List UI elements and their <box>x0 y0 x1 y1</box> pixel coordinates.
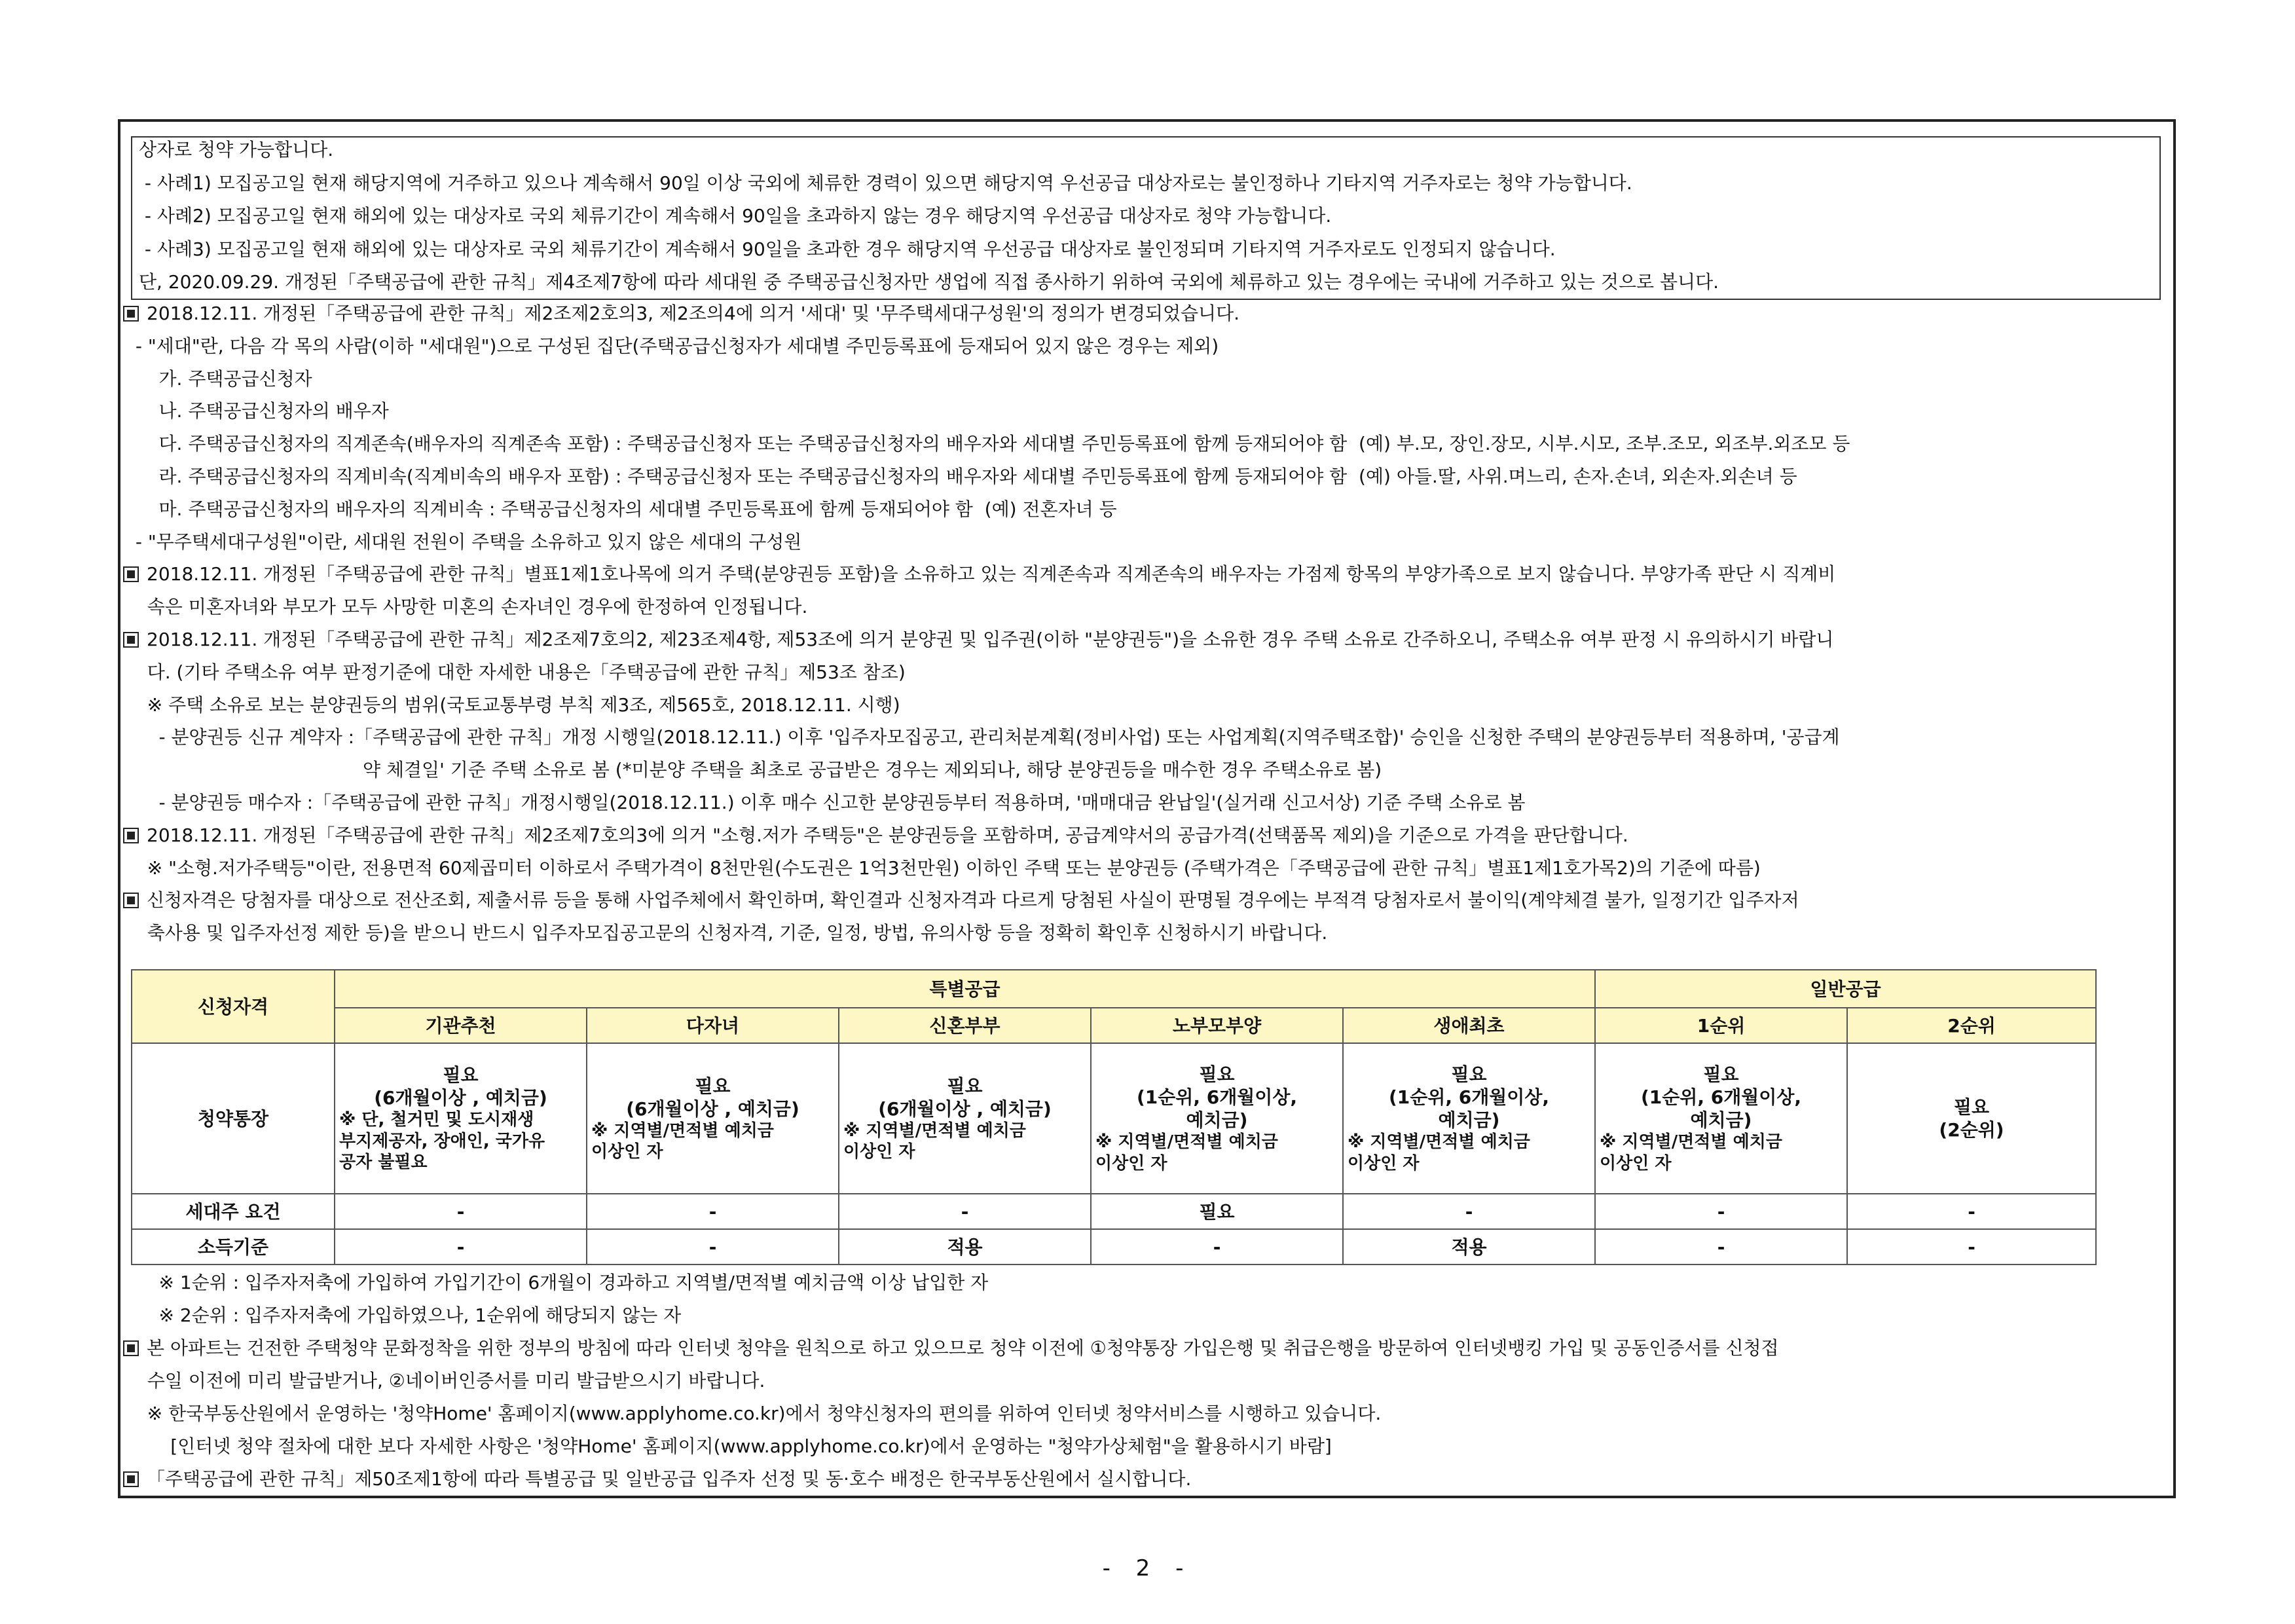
col-header: 기관추천 <box>335 1008 587 1043</box>
bankbook-note: ※ 지역별/면적별 예치금 이상인 자 <box>1600 1132 1782 1173</box>
bullet-paragraph: 「주택공급에 관한 규칙」제50조제1항에 따라 특별공급 및 일반공급 입주자 선정 및 동·호수 배정은 한국부동산원에서 실시합니다. <box>123 1468 1191 1490</box>
bankbook-note: ※ 지역별/면적별 예치금 이상인 자 <box>1095 1132 1278 1173</box>
bankbook-note: ※ 지역별/면적별 예치금 이상인 자 <box>591 1120 774 1162</box>
householder-cell: - <box>587 1194 839 1229</box>
bankbook-requirement: 필요 (2순위) <box>1939 1096 2004 1141</box>
text-line: - 분양권등 매수자 :「주택공급에 관한 규칙」개정시행일(2018.12.11.) 이후 매수 신고한 분양권등부터 적용하며, '매매대금 완납일'(실거래 신고서상) 기준 주택 소유로 봄 <box>130 792 1526 813</box>
square-bullet-icon <box>123 893 139 908</box>
income-cell: - <box>587 1229 839 1264</box>
householder-cell: - <box>335 1194 587 1229</box>
text-line: - "세대"란, 다음 각 목의 사람(이하 "세대원")으로 구성된 집단(주택공급신청자가 세대별 주민등록표에 등재되어 있지 않은 경우는 제외) <box>130 335 1219 357</box>
square-bullet-icon <box>123 1340 139 1356</box>
box-line: - 사례1) 모집공고일 현재 해당지역에 거주하고 있으나 계속해서 90일 이상 국외에 체류한 경력이 있으면 해당지역 우선공급 대상자로는 불인정하나 기타지역 거주자로는 청약 가능합니다. <box>139 172 1632 194</box>
bankbook-note: ※ 지역별/면적별 예치금 이상인 자 <box>843 1120 1026 1162</box>
householder-cell: - <box>1595 1194 1847 1229</box>
bankbook-requirement: 필요 (6개월이상 , 예치금) <box>878 1075 1052 1120</box>
bullet-paragraph: 신청자격은 당첨자를 대상으로 전산조회, 제출서류 등을 통해 사업주체에서 확인하며, 확인결과 신청자격과 다르게 당첨된 사실이 판명될 경우에는 부적격 당첨자로서 불이익(계약체결 불가, 일정기간 입주자저 <box>123 889 1799 912</box>
col-header: 2순위 <box>1847 1008 2096 1043</box>
text-line: ※ 한국부동산원에서 운영하는 '청약Home' 홈페이지(www.applyhome.co.kr)에서 청약신청자의 편의를 위하여 인터넷 청약서비스를 시행하고 있습니다. <box>130 1403 1382 1424</box>
box-line: - 사례3) 모집공고일 현재 해외에 있는 대상자로 국외 체류기간이 계속해서 90일을 초과한 경우 해당지역 우선공급 대상자로 불인정되며 기타지역 거주자로도 인정되지 않습니다. <box>139 238 1556 260</box>
householder-cell: 필요 <box>1091 1194 1343 1229</box>
text-line: 축사용 및 입주자선정 제한 등)을 받으니 반드시 입주자모집공고문의 신청자격, 기준, 일정, 방법, 유의사항 등을 정확히 확인후 신청하시기 바랍니다. <box>130 922 1328 944</box>
bankbook-requirement: 필요 (1순위, 6개월이상, 예치금) <box>1136 1063 1298 1131</box>
row-label-bankbook: 청약통장 <box>132 1043 335 1194</box>
bankbook-cell <box>1343 1043 1595 1194</box>
bankbook-cell <box>1091 1043 1343 1194</box>
header-special-supply: 특별공급 <box>335 970 1595 1008</box>
square-bullet-icon <box>123 566 139 582</box>
square-bullet-icon <box>123 632 139 648</box>
col-header: 신혼부부 <box>839 1008 1091 1043</box>
col-header: 생애최초 <box>1343 1008 1595 1043</box>
bankbook-note: ※ 단, 철거민 및 도시재생 부지제공자, 장애인, 국가유 공자 불필요 <box>339 1110 545 1173</box>
box-line: 단, 2020.09.29. 개정된「주택공급에 관한 규칙」제4조제7항에 따라 세대원 중 주택공급신청자만 생업에 직접 종사하기 위하여 국외에 체류하고 있는 경우에는 국내에 거주하고 있는 것으로 봅니다. <box>139 271 1719 293</box>
box-line: 상자로 청약 가능합니다. <box>139 139 334 160</box>
bankbook-cell <box>1847 1043 2096 1194</box>
row-label-income: 소득기준 <box>132 1229 335 1264</box>
header-general-supply: 일반공급 <box>1595 970 2096 1008</box>
text-line: 다. (기타 주택소유 여부 판정기준에 대한 자세한 내용은「주택공급에 관한 규칙」제53조 참조) <box>130 661 906 683</box>
bankbook-requirement: 필요 (1순위, 6개월이상, 예치금) <box>1640 1063 1802 1131</box>
text-line: 가. 주택공급신청자 <box>130 367 312 390</box>
income-cell: - <box>1847 1229 2096 1264</box>
income-cell: - <box>1091 1229 1343 1264</box>
square-bullet-icon <box>123 828 139 843</box>
square-bullet-icon <box>123 1471 139 1487</box>
row-label-householder: 세대주 요건 <box>132 1194 335 1229</box>
text-line: ※ 주택 소유로 보는 분양권등의 범위(국토교통부령 부칙 제3조, 제565호, 2018.12.11. 시행) <box>130 693 900 716</box>
householder-cell: - <box>839 1194 1091 1229</box>
text-line: [인터넷 청약 절차에 대한 보다 자세한 사항은 '청약Home' 홈페이지(www.applyhome.co.kr)에서 운영하는 "청약가상체험"을 활용하시기 바람] <box>130 1435 1332 1457</box>
bullet-paragraph: 2018.12.11. 개정된「주택공급에 관한 규칙」제2조제2호의3, 제2조의4에 의거 '세대' 및 '무주택세대구성원'의 정의가 변경되었습니다. <box>123 303 1239 325</box>
bankbook-cell <box>839 1043 1091 1194</box>
householder-cell: - <box>1343 1194 1595 1229</box>
text-line: ※ 2순위 : 입주자저축에 가입하였으나, 1순위에 해당되지 않는 자 <box>130 1304 682 1326</box>
income-cell: 적용 <box>1343 1229 1595 1264</box>
text-line: 속은 미혼자녀와 부모가 모두 사망한 미혼의 손자녀인 경우에 한정하여 인정됩니다. <box>130 596 808 618</box>
square-bullet-icon <box>123 306 139 322</box>
col-header: 노부모부양 <box>1091 1008 1343 1043</box>
text-line: 나. 주택공급신청자의 배우자 <box>130 400 389 422</box>
income-cell: - <box>335 1229 587 1264</box>
box-line: - 사례2) 모집공고일 현재 해외에 있는 대상자로 국외 체류기간이 계속해서 90일을 초과하지 않는 경우 해당지역 우선공급 대상자로 청약 가능합니다. <box>139 205 1332 227</box>
bankbook-cell <box>1595 1043 1847 1194</box>
text-line: 다. 주택공급신청자의 직계존속(배우자의 직계존속 포함) : 주택공급신청자 또는 주택공급신청자의 배우자와 세대별 주민등록표에 함께 등재되어야 함 (예) 부.모, 장인.장모, 시부.시모, 조부.조모, 외조부.외조모 등 <box>130 433 1850 455</box>
text-line: 약 체결일' 기준 주택 소유로 봄 (*미분양 주택을 최초로 공급받은 경우는 제외되나, 해당 분양권등을 매수한 경우 주택소유로 봄) <box>130 759 1382 781</box>
page-number: - 2 - <box>1102 1555 1193 1581</box>
col-header: 다자녀 <box>587 1008 839 1043</box>
income-cell: - <box>1595 1229 1847 1264</box>
bullet-paragraph: 2018.12.11. 개정된「주택공급에 관한 규칙」제2조제7호의2, 제23조제4항, 제53조에 의거 분양권 및 입주권(이하 "분양권등")을 소유한 경우 주택 소유로 간주하오니, 주택소유 여부 판정 시 유의하시기 바랍니 <box>123 629 1833 651</box>
text-line: - "무주택세대구성원"이란, 세대원 전원이 주택을 소유하고 있지 않은 세대의 구성원 <box>130 530 802 553</box>
bankbook-note: ※ 지역별/면적별 예치금 이상인 자 <box>1348 1132 1530 1173</box>
bankbook-requirement: 필요 (6개월이상 , 예치금) <box>374 1064 547 1109</box>
bankbook-requirement: 필요 (1순위, 6개월이상, 예치금) <box>1388 1063 1550 1131</box>
text-line: 라. 주택공급신청자의 직계비속(직계비속의 배우자 포함) : 주택공급신청자 또는 주택공급신청자의 배우자와 세대별 주민등록표에 함께 등재되어야 함 (예) 아들.딸, 사위.며느리, 손자.손녀, 외손자.외손녀 등 <box>130 466 1797 487</box>
text-line: ※ 1순위 : 입주자저축에 가입하여 가입기간이 6개월이 경과하고 지역별/면적별 예치금액 이상 납입한 자 <box>130 1272 989 1293</box>
text-line: 수일 이전에 미리 발급받거나, ②네이버인증서를 미리 발급받으시기 바랍니다. <box>130 1370 765 1392</box>
bullet-paragraph: 본 아파트는 건전한 주택청약 문화정착을 위한 정부의 방침에 따라 인터넷 청약을 원칙으로 하고 있으므로 청약 이전에 ①청약통장 가입은행 및 취급은행을 방문하여 인터넷뱅킹 가입 및 공동인증서를 신청접 <box>123 1337 1779 1359</box>
householder-cell: - <box>1847 1194 2096 1229</box>
bullet-paragraph: 2018.12.11. 개정된「주택공급에 관한 규칙」별표1제1호나목에 의거 주택(분양권등 포함)을 소유하고 있는 직계존속과 직계존속의 배우자는 가점제 항목의 부양가족으로 보지 않습니다. 부양가족 판단 시 직계비 <box>123 563 1835 585</box>
bankbook-cell <box>335 1043 587 1194</box>
bullet-paragraph: 2018.12.11. 개정된「주택공급에 관한 규칙」제2조제7호의3에 의거 "소형.저가 주택등"은 분양권등을 포함하며, 공급계약서의 공급가격(선택품목 제외)을 기준으로 가격을 판단합니다. <box>123 824 1628 847</box>
bankbook-requirement: 필요 (6개월이상 , 예치금) <box>626 1075 799 1120</box>
qualification-table <box>131 969 2097 1265</box>
col-header: 1순위 <box>1595 1008 1847 1043</box>
income-cell: 적용 <box>839 1229 1091 1264</box>
header-qualification: 신청자격 <box>132 970 335 1043</box>
bankbook-cell <box>587 1043 839 1194</box>
text-line: 마. 주택공급신청자의 배우자의 직계비속 : 주택공급신청자의 세대별 주민등록표에 함께 등재되어야 함 (예) 전혼자녀 등 <box>130 498 1117 520</box>
text-line: - 분양권등 신규 계약자 :「주택공급에 관한 규칙」개정 시행일(2018.12.11.) 이후 '입주자모집공고, 관리처분계획(정비사업) 또는 사업계획(지역주택조합)' 승인을 신청한 주택의 분양권등부터 적용하며, '공급계 <box>130 726 1840 748</box>
text-line: ※ "소형.저가주택등"이란, 전용면적 60제곱미터 이하로서 주택가격이 8천만원(수도권은 1억3천만원) 이하인 주택 또는 분양권등 (주택가격은「주택공급에 관한 규칙」별표1제1호가목2)의 기준에 따름) <box>130 857 1761 879</box>
